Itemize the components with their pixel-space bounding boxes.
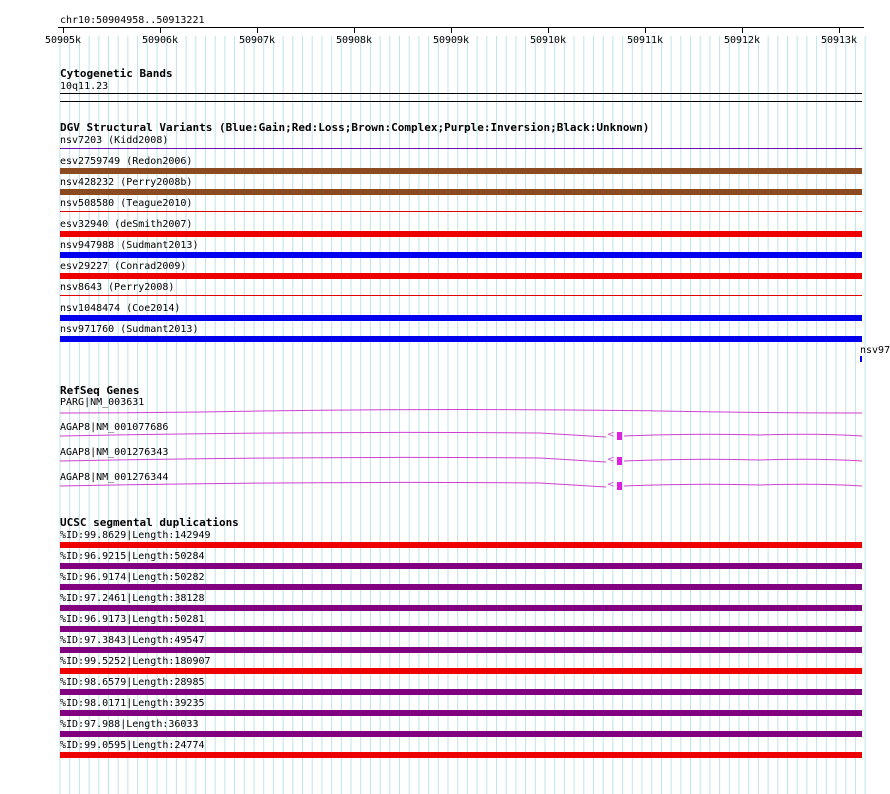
segdup-item-label[interactable]: %ID:96.9173|Length:50281 bbox=[60, 614, 205, 625]
cytoband-label: 10q11.23 bbox=[60, 81, 109, 92]
gene-label[interactable]: PARG|NM_003631 bbox=[60, 397, 145, 408]
segdup-bar[interactable] bbox=[60, 689, 862, 695]
gene-line bbox=[60, 432, 862, 437]
gene-label[interactable]: AGAP8|NM_001276343 bbox=[60, 447, 169, 458]
segdup-bar[interactable] bbox=[60, 542, 862, 548]
segdup-item-label[interactable]: %ID:97.2461|Length:38128 bbox=[60, 593, 205, 604]
dgv-item-label[interactable]: nsv8643 (Perry2008) bbox=[60, 282, 175, 293]
segdup-item-label[interactable]: %ID:99.0595|Length:24774 bbox=[60, 740, 205, 751]
segdup-item-label[interactable]: %ID:98.0171|Length:39235 bbox=[60, 698, 205, 709]
segdup-item-label[interactable]: %ID:97.3843|Length:49547 bbox=[60, 635, 205, 646]
ruler-tick-label: 50906k bbox=[141, 35, 179, 46]
dgv-item-label[interactable]: nsv1048474 (Coe2014) bbox=[60, 303, 181, 314]
dgv-overflow-label[interactable]: nsv97 bbox=[860, 345, 890, 356]
gene-exon[interactable] bbox=[617, 432, 622, 440]
dgv-item-label[interactable]: nsv428232 (Perry2008b) bbox=[60, 177, 193, 188]
dgv-item-label[interactable]: nsv971760 (Sudmant2013) bbox=[60, 324, 199, 335]
segdup-bar[interactable] bbox=[60, 626, 862, 632]
ruler-tick-label: 50912k bbox=[723, 35, 761, 46]
ruler-tick-label: 50911k bbox=[626, 35, 664, 46]
ruler-tick-label: 50908k bbox=[335, 35, 373, 46]
cytoband-title: Cytogenetic Bands bbox=[60, 67, 173, 80]
ruler-tick-label: 50909k bbox=[432, 35, 470, 46]
segdup-item-label[interactable]: %ID:97.988|Length:36033 bbox=[60, 719, 199, 730]
segdup-item-label[interactable]: %ID:96.9215|Length:50284 bbox=[60, 551, 205, 562]
segdup-bar[interactable] bbox=[60, 584, 862, 590]
dgv-item-label[interactable]: nsv947988 (Sudmant2013) bbox=[60, 240, 199, 251]
segdup-bar[interactable] bbox=[60, 563, 862, 569]
strand-arrow-icon: < bbox=[607, 430, 615, 440]
gene-label[interactable]: AGAP8|NM_001077686 bbox=[60, 422, 169, 433]
segdup-title: UCSC segmental duplications bbox=[60, 516, 239, 529]
segdup-bar[interactable] bbox=[60, 731, 862, 737]
strand-arrow-icon: < bbox=[607, 480, 615, 490]
gene-label[interactable]: AGAP8|NM_001276344 bbox=[60, 472, 169, 483]
dgv-item-label[interactable]: esv2759749 (Redon2006) bbox=[60, 156, 193, 167]
location-label: chr10:50904958..50913221 bbox=[60, 15, 205, 26]
segdup-bar[interactable] bbox=[60, 605, 862, 611]
segdup-bar[interactable] bbox=[60, 668, 862, 674]
strand-arrow-icon: < bbox=[607, 455, 615, 465]
gene-exon[interactable] bbox=[617, 457, 622, 465]
segdup-item-label[interactable]: %ID:98.6579|Length:28985 bbox=[60, 677, 205, 688]
segdup-item-label[interactable]: %ID:99.5252|Length:180907 bbox=[60, 656, 211, 667]
segdup-bar[interactable] bbox=[60, 710, 862, 716]
segdup-bar[interactable] bbox=[60, 752, 862, 758]
segdup-bar[interactable] bbox=[60, 647, 862, 653]
gene-exon[interactable] bbox=[617, 482, 622, 490]
gene-line bbox=[60, 482, 862, 487]
segdup-item-label[interactable]: %ID:99.8629|Length:142949 bbox=[60, 530, 211, 541]
dgv-title: DGV Structural Variants (Blue:Gain;Red:Loss;Brown:Complex;Purple:Inversion;Black:Unknown) bbox=[60, 121, 650, 134]
ruler-tick-label: 50905k bbox=[44, 35, 82, 46]
ruler-tick-label: 50910k bbox=[529, 35, 567, 46]
segdup-item-label[interactable]: %ID:96.9174|Length:50282 bbox=[60, 572, 205, 583]
gene-line bbox=[60, 410, 862, 414]
ruler-tick-label: 50913k bbox=[820, 35, 858, 46]
dgv-item-label[interactable]: esv32940 (deSmith2007) bbox=[60, 219, 193, 230]
dgv-item-label[interactable]: esv29227 (Conrad2009) bbox=[60, 261, 187, 272]
dgv-item-label[interactable]: nsv508580 (Teague2010) bbox=[60, 198, 193, 209]
gene-line bbox=[60, 457, 862, 462]
ruler-tick-label: 50907k bbox=[238, 35, 276, 46]
dgv-item-label[interactable]: nsv7203 (Kidd2008) bbox=[60, 135, 169, 146]
refseq-title: RefSeq Genes bbox=[60, 384, 140, 397]
